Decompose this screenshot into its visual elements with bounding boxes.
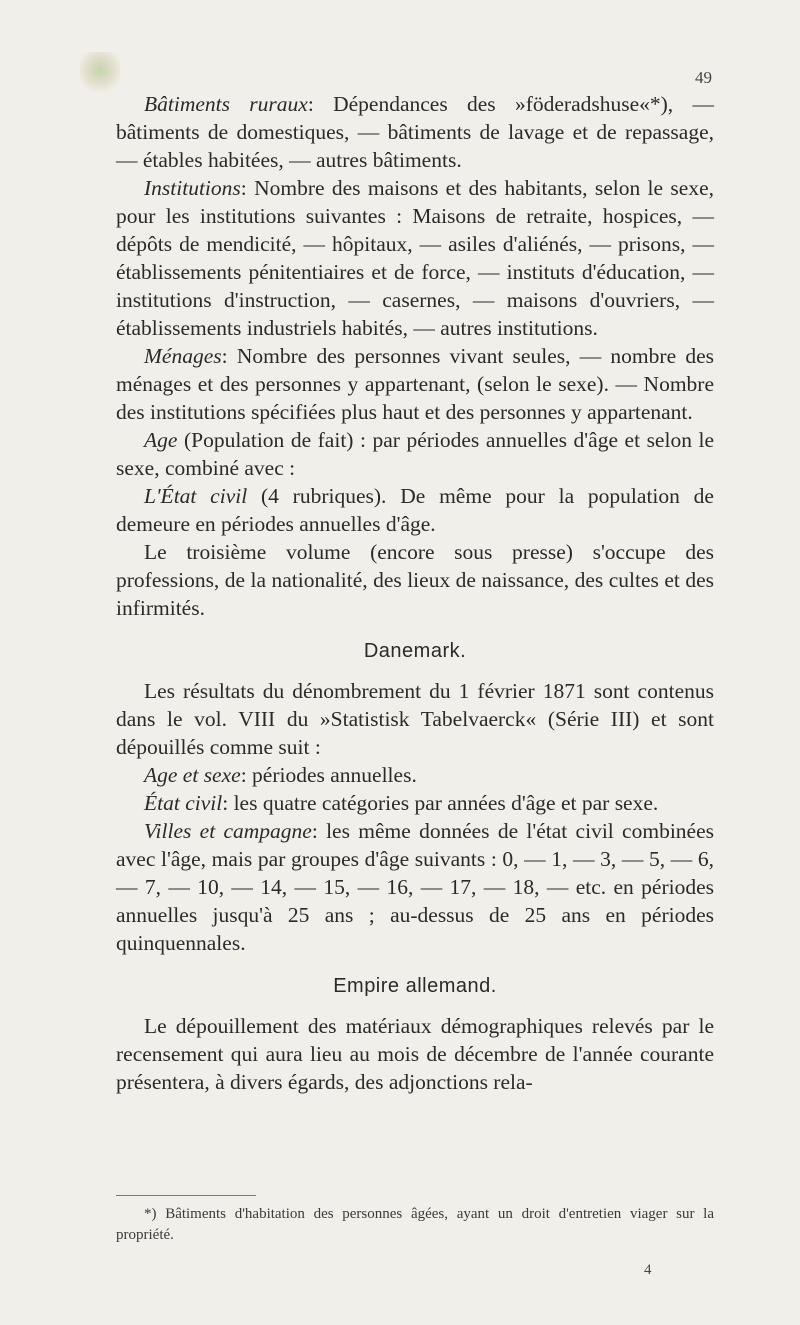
footnote: *) Bâtiments d'habitation des personnes âgées, ayant un droit d'entretien viager sur la propriété. — [116, 1206, 714, 1243]
text-batiments-ruraux: : Dépendances des »föderadshuse«*), — bâtiments de domestiques, — bâtiments de lavage et de repassage, — étables habitées, — autres bâtiments. — [116, 92, 714, 172]
term-menages: Ménages — [144, 344, 222, 368]
paragraph-etat-civil — [116, 482, 714, 538]
term-batiments-ruraux: Bâtiments ruraux — [144, 92, 308, 116]
text-etat-civil: (4 rubriques). De même pour la population de demeure en périodes annuelles d'âge. — [116, 484, 714, 536]
term-etat-civil: L'État civil — [144, 484, 248, 508]
text-etat-civil-danemark: : les quatre catégories par années d'âge et par sexe. — [222, 791, 659, 815]
paragraph-empire-allemand — [116, 1012, 714, 1096]
term-age: Age — [144, 428, 178, 452]
heading-danemark: Danemark. — [363, 640, 467, 662]
text-empire-allemand: Le dépouillement des matériaux démographiques relevés par le recensement qui aura lieu au mois de décembre de l'année courante présentera, à divers égards, des adjonctions rela- — [116, 1014, 714, 1094]
term-age-sexe: Age et sexe — [144, 763, 241, 787]
paragraph-troisieme-volume — [116, 538, 714, 622]
term-villes-campagne: Villes et campagne — [144, 819, 312, 843]
footnote-divider — [116, 1195, 256, 1196]
paragraph-age — [116, 426, 714, 482]
paragraph-etat-civil-danemark — [116, 789, 714, 817]
paragraph-danemark-intro — [116, 677, 714, 761]
text-villes-campagne: : les même données de l'état civil combinées avec l'âge, mais par groupes d'âge suivants : 0, — 1, — 3, — 5, — 6, — 7, — 10, — 14, — 15, — 16, — 17, — 18, — etc. en périodes annuelles jusqu'à 25 ans ; au-dessus de 25 ans en périodes quinquennales. — [116, 819, 715, 955]
paragraph-institutions — [116, 174, 714, 342]
term-etat-civil-danemark: État civil — [144, 791, 223, 815]
heading-empire-allemand: Empire allemand. — [333, 975, 497, 997]
term-institutions: Institutions — [144, 176, 241, 200]
text-age-sexe: : périodes annuelles. — [240, 763, 417, 787]
text-age: (Population de fait) : par périodes annuelles d'âge et selon le sexe, combiné avec : — [116, 428, 714, 480]
text-troisieme-volume: Le troisième volume (encore sous presse) s'occupe des professions, de la nationalité, des lieux de naissance, des cultes et des infirmités. — [116, 540, 714, 620]
paper-stain — [80, 52, 120, 97]
paragraph-menages — [116, 342, 714, 426]
text-menages: : Nombre des personnes vivant seules, — nombre des ménages et des personnes y appartenant, (selon le sexe). — Nombre des institutions spécifiées plus haut et des personnes y appartenant. — [116, 344, 714, 424]
paragraph-villes-campagne — [116, 817, 714, 957]
signature-mark: 4 — [644, 1262, 652, 1278]
text-danemark-intro: Les résultats du dénombrement du 1 février 1871 sont contenus dans le vol. VIII du »Statistisk Tabelvaerck« (Série III) et sont dépouillés comme suit : — [116, 679, 714, 759]
page-number: 49 — [695, 68, 712, 87]
page-body — [116, 90, 714, 1096]
paragraph-batiments-ruraux — [116, 90, 714, 174]
paragraph-age-sexe — [116, 761, 714, 789]
text-institutions: : Nombre des maisons et des habitants, selon le sexe, pour les institutions suivantes : Maisons de retraite, hospices, — dépôts de mendicité, — hôpitaux, — asiles d'aliénés, — prisons, — établissements pénitentiaires et de force, — instituts d'éducation, — institutions d'instruction, — casernes, — maisons d'ouvriers, — établissements industriels habités, — autres institutions. — [116, 176, 714, 340]
